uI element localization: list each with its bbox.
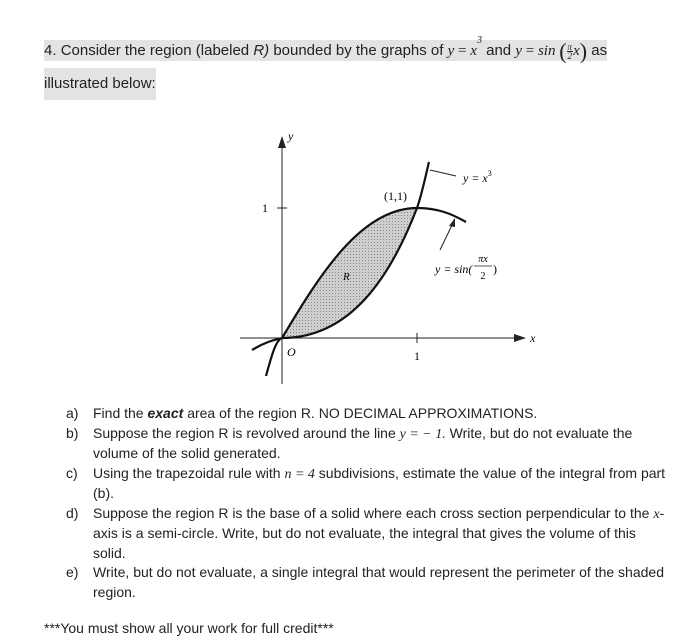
x-axis-label: x — [530, 331, 536, 345]
sine-leader-arrow — [449, 218, 455, 227]
question-a: a) Find the exact area of the region R. NO DECIMAL APPROXIMATIONS. — [66, 405, 538, 421]
equation-sine: y = sin ( $\frac{\pi}{2}$ x) — [515, 38, 588, 64]
region-graph — [230, 128, 540, 390]
cubic-label: $y = x^3$ — [463, 169, 492, 185]
problem-prompt — [44, 27, 669, 100]
y-axis-arrow — [278, 136, 286, 148]
question-c: c) Using the trapezoidal rule with n = 4 subdivisions, estimate the value of the integral from part (b). — [66, 464, 666, 501]
region-label: R — [343, 271, 350, 283]
x-axis-arrow — [514, 334, 526, 342]
problem-number: 4. — [44, 42, 57, 59]
question-b: b) Suppose the region R is revolved around the line y = − 1. Write, but do not evaluate the volume of the solid generated. — [66, 424, 633, 461]
question-list — [66, 404, 666, 602]
point-label: (1,1) — [384, 189, 407, 203]
footer-note: ***You must show all your work for full credit*** — [44, 620, 334, 636]
origin-label: O — [287, 345, 296, 359]
y-tick-label: 1 — [262, 201, 268, 215]
svg-text:2: 2 — [480, 271, 486, 282]
prompt-line-1: 4. Consider the region (labeled R) bounded by the graphs of $y = x^3$ and y = sin ( $\frac{\pi}{2}$ x) as — [44, 35, 608, 64]
equation-cubic: $y = x^3$ — [447, 35, 482, 59]
svg-text:πx: πx — [478, 254, 488, 265]
y-axis-label: y — [288, 129, 294, 143]
svg-text:y = sin(: y = sin( — [435, 262, 473, 276]
question-d: d) Suppose the region R is the base of a solid where each cross section perpendicular to the x-axis is a semi-circle. Write, but do not evaluate, the integral that gives the volume of this solid. — [66, 504, 665, 561]
x-tick-label: 1 — [414, 349, 420, 363]
svg-text:): ) — [493, 262, 497, 276]
question-e: e) Write, but do not evaluate, a single integral that would represent the perimeter of the shaded region. — [66, 564, 664, 600]
region-name: R) — [253, 42, 270, 59]
cubic-label-leader — [430, 170, 456, 176]
prompt-line-2: illustrated below: — [44, 68, 156, 100]
sine-label — [434, 254, 497, 282]
